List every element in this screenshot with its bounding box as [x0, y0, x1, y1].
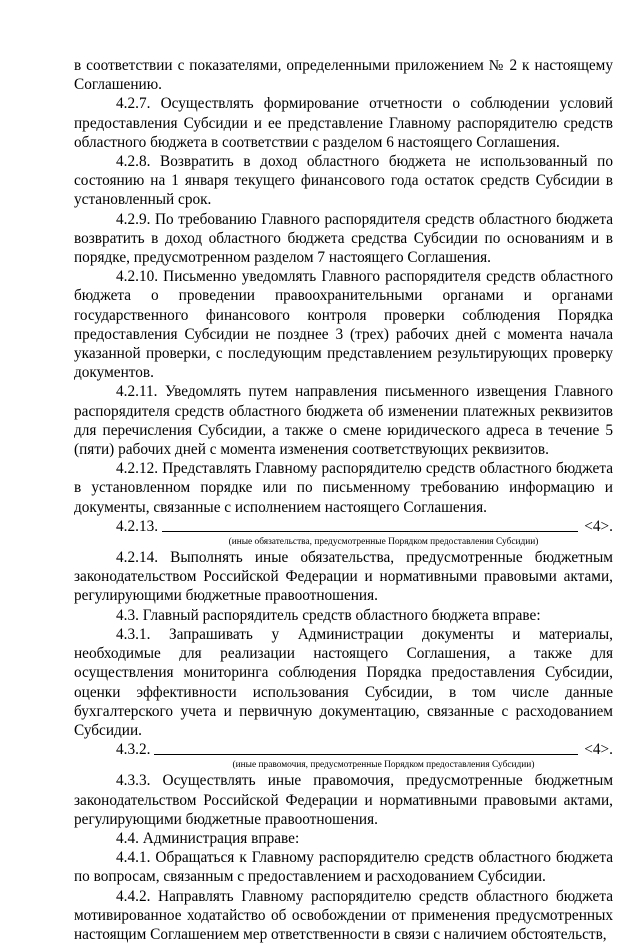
blank-underline [154, 753, 578, 755]
fill-line-4-3-2 [74, 740, 613, 759]
paragraph-4-4-1: 4.4.1. Обращаться к Главному распорядителю средств областного бюджета по вопросам, связанным с предоставлением и расходованием Субсидии. [74, 849, 613, 886]
paragraph-4-2-10: 4.2.10. Письменно уведомлять Главного распорядителя средств областного бюджета о проведении правоохранительными органами и органами государственного финансового контроля проверки соблюдения Порядка предоставления Субсидии не позднее 3 (трех) рабочих дней с момента начала указанной проверки, с последующим представлением результирующих проверку документов. [74, 268, 613, 382]
paragraph-4-3: 4.3. Главный распорядитель средств областного бюджета вправе: [116, 606, 541, 624]
paragraph-4-2-7: 4.2.7. Осуществлять формирование отчетности о соблюдении условий предоставления Субсидии и ее представление Главному распорядителю средств областного бюджета в соответствии с разделом 6 настоящего Соглашения. [74, 95, 613, 151]
paragraph-4-4-2: 4.4.2. Направлять Главному распорядителю средств областного бюджета мотивированное ходатайство об освобождении от применения предусмотренных настоящим Соглашением мер ответственности в связи с наличием обстоятельств, [74, 887, 613, 943]
fill-line-caption: (иные обязательства, предусмотренные Порядком предоставления Субсидии) [228, 537, 539, 548]
fill-line-caption: (иные правомочия, предусмотренные Порядком предоставления Субсидии) [232, 760, 535, 771]
fill-line-number: 4.2.13. [116, 517, 159, 535]
paragraph-4-2-12: 4.2.12. Представлять Главному распорядителю средств областного бюджета в установленном порядке или по письменному требованию информацию и документы, связанные с исполнением настоящего Соглашения. [74, 460, 613, 516]
paragraph-4-4: 4.4. Администрация вправе: [116, 829, 300, 847]
paragraph-4-2-11: 4.2.11. Уведомлять путем направления письменного извещения Главного распорядителя средств областного бюджета об изменении платежных реквизитов для перечисления Субсидии, а также о смене юридического адреса в течение 5 (пяти) рабочих дней с момента изменения соответствующих реквизитов. [74, 383, 613, 459]
paragraph-4-2-9: 4.2.9. По требованию Главного распорядителя средств областного бюджета возвратить в доход областного бюджета средства Субсидии по основаниям и в порядке, предусмотренном разделом 7 настоящего Соглашения. [74, 210, 613, 267]
blank-underline [162, 530, 578, 532]
fill-line-4-2-13 [74, 517, 613, 536]
paragraph-4-2-14: 4.2.14. Выполнять иные обязательства, предусмотренные бюджетным законодательством Российской Федерации и нормативными правовыми актами, регулирующими бюджетные правоотношения. [74, 549, 613, 605]
paragraph-4-2-8: 4.2.8. Возвратить в доход областного бюджета не использованный по состоянию на 1 января текущего финансового года остаток средств Субсидии в установленный срок. [74, 153, 613, 209]
footnote-ref: <4>. [584, 517, 613, 535]
paragraph-4-3-3: 4.3.3. Осуществлять иные правомочия, предусмотренные бюджетным законодательством Российской Федерации и нормативными правовыми актами, регулирующими бюджетные правоотношения. [74, 772, 613, 828]
footnote-ref: <4>. [584, 741, 613, 759]
fill-line-number: 4.3.2. [116, 741, 151, 759]
paragraph-continuation: в соответствии с показателями, определенными приложением № 2 к настоящему Соглашению. [74, 57, 613, 94]
paragraph-4-3-1: 4.3.1. Запрашивать у Администрации документы и материалы, необходимые для реализации настоящего Соглашения, а также для осуществления мониторинга соблюдения Порядка предоставления Субсидии, оценки эффективности использования Субсидии, в том числе данные бухгалтерского учета и первичную документацию, связанные с расходованием Субсидии. [74, 625, 613, 739]
